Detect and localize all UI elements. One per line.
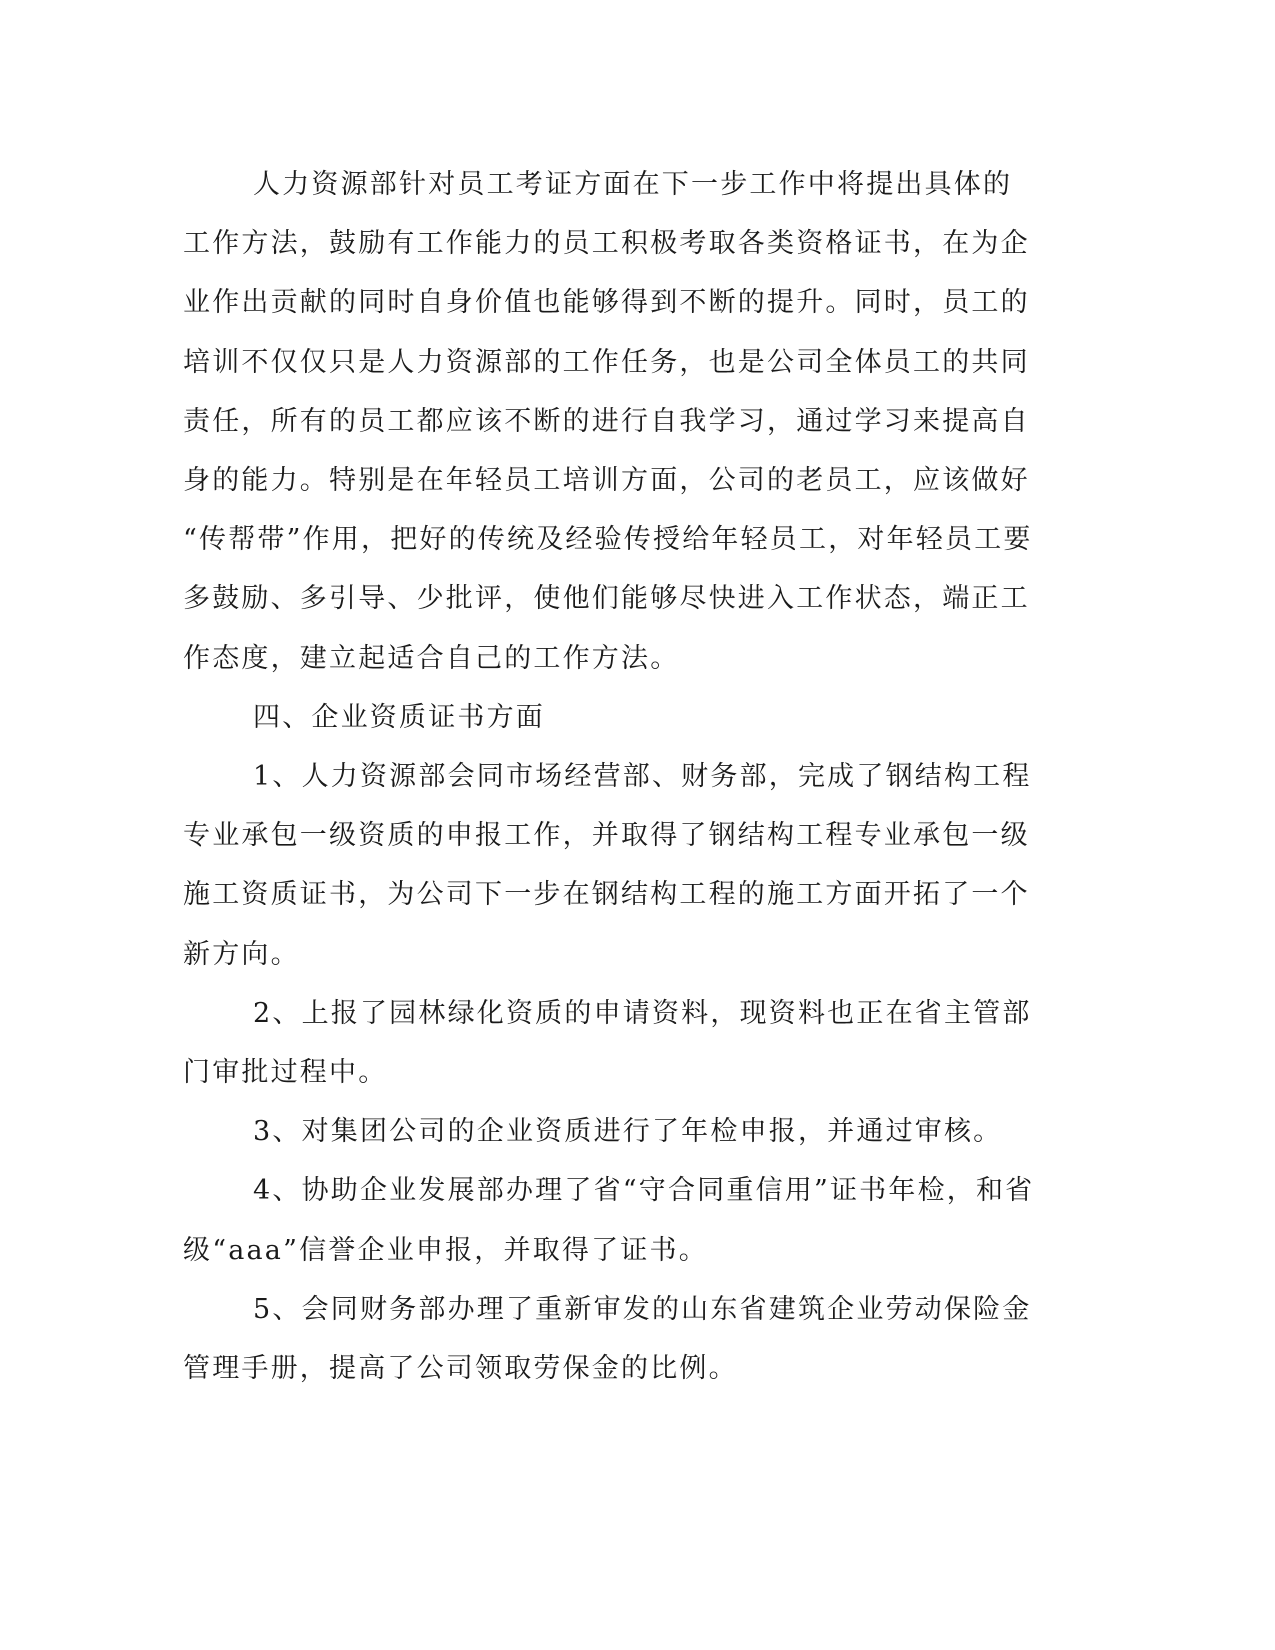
list-item-steel-structure-qualification: 1、人力资源部会同市场经营部、财务部，完成了钢结构工程专业承包一级资质的申报工作，并取得了钢结构工程专业承包一级施工资质证书，为公司下一步在钢结构工程的施工方面开拓了一个新方向。 <box>183 761 1032 970</box>
list-item-credit-certificate: 4、协助企业发展部办理了省“守合同重信用”证书年检，和省级“aaa”信誉企业申报，并取得了证书。 <box>183 1175 1035 1266</box>
list-item-annual-inspection: 3、对集团公司的企业资质进行了年检申报，并通过审核。 <box>253 1116 1003 1148</box>
list-item-insurance-handbook: 5、会同财务部办理了重新审发的山东省建筑企业劳动保险金管理手册，提高了公司领取劳保金的比例。 <box>183 1293 1032 1385</box>
document-body <box>183 155 1038 1398</box>
list-item-landscaping-qualification: 2、上报了园林绿化资质的申请资料，现资料也正在省主管部门审批过程中。 <box>183 997 1032 1089</box>
section-heading-qualification-certificates: 四、企业资质证书方面 <box>253 701 545 733</box>
paragraph-training-plan: 人力资源部针对员工考证方面在下一步工作中将提出具体的工作方法，鼓励有工作能力的员工积极考取各类资格证书，在为企业作出贡献的同时自身价值也能够得到不断的提升。同时，员工的培训不仅仅只是人力资源部的工作任务，也是公司全体员工的共同责任，所有的员工都应该不断的进行自我学习，通过学习来提高自身的能力。特别是在年轻员工培训方面，公司的老员工，应该做好“传帮带”作用，把好的传统及经验传授给年轻员工，对年轻员工要多鼓励、多引导、少批评，使他们能够尽快进入工作状态，端正工作态度，建立起适合自己的工作方法。 <box>183 169 1033 674</box>
